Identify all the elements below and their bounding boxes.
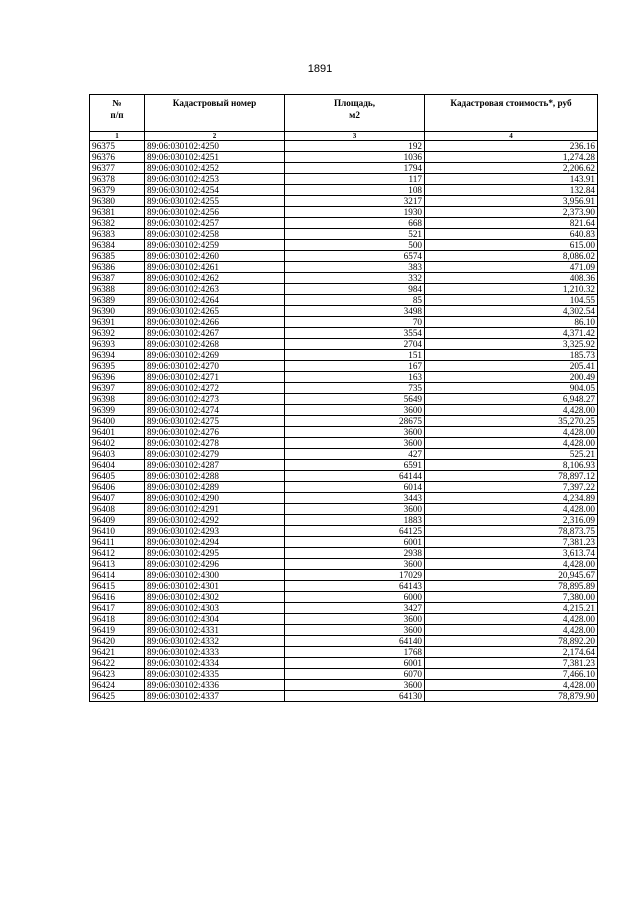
table-row bbox=[90, 405, 598, 416]
cadastral-cost: 615.00 bbox=[425, 240, 598, 251]
cadastral-number: 89:06:030102:4251 bbox=[145, 152, 285, 163]
table-row bbox=[90, 262, 598, 273]
cadastral-number: 89:06:030102:4290 bbox=[145, 493, 285, 504]
cadastral-cost: 408.36 bbox=[425, 273, 598, 284]
table-row bbox=[90, 537, 598, 548]
cadastral-cost: 200.49 bbox=[425, 372, 598, 383]
table-row bbox=[90, 284, 598, 295]
area-value: 1768 bbox=[285, 647, 425, 658]
cadastral-table bbox=[89, 94, 598, 702]
cadastral-cost: 2,206.62 bbox=[425, 163, 598, 174]
cadastral-number: 89:06:030102:4289 bbox=[145, 482, 285, 493]
area-value: 500 bbox=[285, 240, 425, 251]
cadastral-number: 89:06:030102:4264 bbox=[145, 295, 285, 306]
table-row bbox=[90, 207, 598, 218]
table-row bbox=[90, 416, 598, 427]
table-row bbox=[90, 372, 598, 383]
table-row bbox=[90, 570, 598, 581]
area-value: 3600 bbox=[285, 427, 425, 438]
table-row bbox=[90, 218, 598, 229]
cadastral-number: 89:06:030102:4275 bbox=[145, 416, 285, 427]
row-index: 96375 bbox=[90, 141, 145, 152]
area-value: 3600 bbox=[285, 504, 425, 515]
cadastral-cost: 3,613.74 bbox=[425, 548, 598, 559]
table-row bbox=[90, 592, 598, 603]
area-value: 3498 bbox=[285, 306, 425, 317]
header-cadastral-number bbox=[145, 95, 285, 132]
table-row bbox=[90, 559, 598, 570]
row-index: 96407 bbox=[90, 493, 145, 504]
cadastral-cost: 185.73 bbox=[425, 350, 598, 361]
row-index: 96413 bbox=[90, 559, 145, 570]
cadastral-cost: 205.41 bbox=[425, 361, 598, 372]
row-index: 96394 bbox=[90, 350, 145, 361]
column-number: 2 bbox=[145, 132, 285, 141]
area-value: 5649 bbox=[285, 394, 425, 405]
row-index: 96384 bbox=[90, 240, 145, 251]
area-value: 192 bbox=[285, 141, 425, 152]
cadastral-number: 89:06:030102:4273 bbox=[145, 394, 285, 405]
area-value: 6070 bbox=[285, 669, 425, 680]
page-number: 1891 bbox=[307, 63, 333, 75]
cadastral-number: 89:06:030102:4291 bbox=[145, 504, 285, 515]
cadastral-cost: 4,428.00 bbox=[425, 405, 598, 416]
cadastral-cost: 104.55 bbox=[425, 295, 598, 306]
cadastral-number: 89:06:030102:4295 bbox=[145, 548, 285, 559]
cadastral-cost: 7,381.23 bbox=[425, 658, 598, 669]
area-value: 3554 bbox=[285, 328, 425, 339]
cadastral-cost: 35,270.25 bbox=[425, 416, 598, 427]
row-index: 96396 bbox=[90, 372, 145, 383]
table-row bbox=[90, 350, 598, 361]
table-row bbox=[90, 229, 598, 240]
table-row bbox=[90, 526, 598, 537]
row-index: 96397 bbox=[90, 383, 145, 394]
cadastral-number: 89:06:030102:4271 bbox=[145, 372, 285, 383]
cadastral-number: 89:06:030102:4287 bbox=[145, 460, 285, 471]
area-value: 163 bbox=[285, 372, 425, 383]
area-value: 3600 bbox=[285, 680, 425, 691]
cadastral-number: 89:06:030102:4302 bbox=[145, 592, 285, 603]
row-index: 96402 bbox=[90, 438, 145, 449]
row-index: 96401 bbox=[90, 427, 145, 438]
row-index: 96404 bbox=[90, 460, 145, 471]
cadastral-cost: 143.91 bbox=[425, 174, 598, 185]
area-value: 6591 bbox=[285, 460, 425, 471]
area-value: 151 bbox=[285, 350, 425, 361]
header-row bbox=[90, 95, 598, 132]
table-row bbox=[90, 636, 598, 647]
table-row bbox=[90, 174, 598, 185]
cadastral-number: 89:06:030102:4263 bbox=[145, 284, 285, 295]
row-index: 96379 bbox=[90, 185, 145, 196]
cadastral-number: 89:06:030102:4296 bbox=[145, 559, 285, 570]
area-value: 668 bbox=[285, 218, 425, 229]
cadastral-number: 89:06:030102:4334 bbox=[145, 658, 285, 669]
table-row bbox=[90, 658, 598, 669]
cadastral-cost: 4,302.54 bbox=[425, 306, 598, 317]
cadastral-number: 89:06:030102:4253 bbox=[145, 174, 285, 185]
row-index: 96420 bbox=[90, 636, 145, 647]
column-number: 4 bbox=[425, 132, 598, 141]
cadastral-number: 89:06:030102:4301 bbox=[145, 581, 285, 592]
row-index: 96414 bbox=[90, 570, 145, 581]
area-value: 3600 bbox=[285, 559, 425, 570]
cadastral-number: 89:06:030102:4270 bbox=[145, 361, 285, 372]
cadastral-number: 89:06:030102:4292 bbox=[145, 515, 285, 526]
cadastral-number: 89:06:030102:4272 bbox=[145, 383, 285, 394]
header-index-label: п/п bbox=[110, 110, 124, 120]
cadastral-cost: 4,371.42 bbox=[425, 328, 598, 339]
cadastral-cost: 7,466.10 bbox=[425, 669, 598, 680]
row-index: 96418 bbox=[90, 614, 145, 625]
cadastral-number: 89:06:030102:4336 bbox=[145, 680, 285, 691]
area-value: 1930 bbox=[285, 207, 425, 218]
cadastral-number: 89:06:030102:4261 bbox=[145, 262, 285, 273]
table-row bbox=[90, 240, 598, 251]
area-value: 3443 bbox=[285, 493, 425, 504]
cadastral-number: 89:06:030102:4294 bbox=[145, 537, 285, 548]
cadastral-cost: 78,873.75 bbox=[425, 526, 598, 537]
table-row bbox=[90, 614, 598, 625]
table-row bbox=[90, 482, 598, 493]
row-index: 96412 bbox=[90, 548, 145, 559]
table-row bbox=[90, 603, 598, 614]
area-value: 64144 bbox=[285, 471, 425, 482]
cadastral-cost: 7,397.22 bbox=[425, 482, 598, 493]
table-row bbox=[90, 328, 598, 339]
row-index: 96417 bbox=[90, 603, 145, 614]
cadastral-cost: 4,215.21 bbox=[425, 603, 598, 614]
cadastral-number: 89:06:030102:4255 bbox=[145, 196, 285, 207]
cadastral-number: 89:06:030102:4269 bbox=[145, 350, 285, 361]
column-numbers-row bbox=[90, 132, 598, 141]
area-value: 64130 bbox=[285, 691, 425, 702]
row-index: 96425 bbox=[90, 691, 145, 702]
table-row bbox=[90, 691, 598, 702]
cadastral-cost: 3,325.92 bbox=[425, 339, 598, 350]
cadastral-number: 89:06:030102:4332 bbox=[145, 636, 285, 647]
row-index: 96395 bbox=[90, 361, 145, 372]
area-value: 3600 bbox=[285, 438, 425, 449]
row-index: 96411 bbox=[90, 537, 145, 548]
table-row bbox=[90, 383, 598, 394]
area-value: 6014 bbox=[285, 482, 425, 493]
header-cadastral-cost-label: Кадастровая стоимость*, руб bbox=[450, 98, 572, 108]
cadastral-number: 89:06:030102:4288 bbox=[145, 471, 285, 482]
row-index: 96377 bbox=[90, 163, 145, 174]
table-row bbox=[90, 152, 598, 163]
table-row bbox=[90, 625, 598, 636]
table-row bbox=[90, 185, 598, 196]
cadastral-cost: 4,234.89 bbox=[425, 493, 598, 504]
area-value: 1883 bbox=[285, 515, 425, 526]
area-value: 6001 bbox=[285, 658, 425, 669]
area-value: 85 bbox=[285, 295, 425, 306]
area-value: 3600 bbox=[285, 405, 425, 416]
area-value: 1794 bbox=[285, 163, 425, 174]
cadastral-number: 89:06:030102:4304 bbox=[145, 614, 285, 625]
cadastral-cost: 4,428.00 bbox=[425, 680, 598, 691]
cadastral-cost: 7,380.00 bbox=[425, 592, 598, 603]
cadastral-cost: 78,879.90 bbox=[425, 691, 598, 702]
cadastral-cost: 20,945.67 bbox=[425, 570, 598, 581]
cadastral-cost: 8,106.93 bbox=[425, 460, 598, 471]
header-index-symbol: № bbox=[112, 98, 122, 108]
area-value: 521 bbox=[285, 229, 425, 240]
area-value: 3427 bbox=[285, 603, 425, 614]
row-index: 96389 bbox=[90, 295, 145, 306]
area-value: 735 bbox=[285, 383, 425, 394]
header-cadastral-number-label: Кадастровый номер bbox=[172, 98, 257, 108]
table-row bbox=[90, 394, 598, 405]
table-row bbox=[90, 581, 598, 592]
row-index: 96399 bbox=[90, 405, 145, 416]
cadastral-number: 89:06:030102:4278 bbox=[145, 438, 285, 449]
cadastral-number: 89:06:030102:4279 bbox=[145, 449, 285, 460]
row-index: 96391 bbox=[90, 317, 145, 328]
header-area-unit: м2 bbox=[349, 110, 360, 120]
row-index: 96415 bbox=[90, 581, 145, 592]
cadastral-number: 89:06:030102:4303 bbox=[145, 603, 285, 614]
row-index: 96419 bbox=[90, 625, 145, 636]
cadastral-number: 89:06:030102:4337 bbox=[145, 691, 285, 702]
area-value: 2938 bbox=[285, 548, 425, 559]
table-row bbox=[90, 438, 598, 449]
area-value: 17029 bbox=[285, 570, 425, 581]
table-row bbox=[90, 449, 598, 460]
table-row bbox=[90, 680, 598, 691]
cadastral-number: 89:06:030102:4333 bbox=[145, 647, 285, 658]
row-index: 96400 bbox=[90, 416, 145, 427]
table-row bbox=[90, 504, 598, 515]
cadastral-cost: 640.83 bbox=[425, 229, 598, 240]
table-row bbox=[90, 515, 598, 526]
cadastral-number: 89:06:030102:4268 bbox=[145, 339, 285, 350]
cadastral-cost: 904.05 bbox=[425, 383, 598, 394]
cadastral-number: 89:06:030102:4266 bbox=[145, 317, 285, 328]
cadastral-number: 89:06:030102:4267 bbox=[145, 328, 285, 339]
area-value: 427 bbox=[285, 449, 425, 460]
area-value: 64140 bbox=[285, 636, 425, 647]
row-index: 96385 bbox=[90, 251, 145, 262]
cadastral-cost: 3,956.91 bbox=[425, 196, 598, 207]
cadastral-number: 89:06:030102:4256 bbox=[145, 207, 285, 218]
area-value: 117 bbox=[285, 174, 425, 185]
cadastral-cost: 4,428.00 bbox=[425, 559, 598, 570]
cadastral-cost: 2,373.90 bbox=[425, 207, 598, 218]
cadastral-cost: 132.84 bbox=[425, 185, 598, 196]
area-value: 28675 bbox=[285, 416, 425, 427]
cadastral-cost: 78,892.20 bbox=[425, 636, 598, 647]
cadastral-cost: 821.64 bbox=[425, 218, 598, 229]
table-row bbox=[90, 306, 598, 317]
row-index: 96383 bbox=[90, 229, 145, 240]
row-index: 96409 bbox=[90, 515, 145, 526]
cadastral-cost: 2,174.64 bbox=[425, 647, 598, 658]
table-row bbox=[90, 273, 598, 284]
row-index: 96376 bbox=[90, 152, 145, 163]
row-index: 96398 bbox=[90, 394, 145, 405]
cadastral-number: 89:06:030102:4254 bbox=[145, 185, 285, 196]
table-body bbox=[90, 141, 598, 702]
column-number: 3 bbox=[285, 132, 425, 141]
cadastral-number: 89:06:030102:4257 bbox=[145, 218, 285, 229]
cadastral-number: 89:06:030102:4260 bbox=[145, 251, 285, 262]
row-index: 96392 bbox=[90, 328, 145, 339]
cadastral-number: 89:06:030102:4274 bbox=[145, 405, 285, 416]
area-value: 6574 bbox=[285, 251, 425, 262]
row-index: 96422 bbox=[90, 658, 145, 669]
cadastral-cost: 2,316.09 bbox=[425, 515, 598, 526]
cadastral-number: 89:06:030102:4300 bbox=[145, 570, 285, 581]
cadastral-cost: 4,428.00 bbox=[425, 427, 598, 438]
cadastral-cost: 8,086.02 bbox=[425, 251, 598, 262]
row-index: 96408 bbox=[90, 504, 145, 515]
cadastral-number: 89:06:030102:4252 bbox=[145, 163, 285, 174]
header-index bbox=[90, 95, 145, 132]
area-value: 2704 bbox=[285, 339, 425, 350]
cadastral-cost: 471.09 bbox=[425, 262, 598, 273]
area-value: 6000 bbox=[285, 592, 425, 603]
table-row bbox=[90, 647, 598, 658]
row-index: 96416 bbox=[90, 592, 145, 603]
area-value: 167 bbox=[285, 361, 425, 372]
area-value: 332 bbox=[285, 273, 425, 284]
area-value: 3600 bbox=[285, 614, 425, 625]
row-index: 96387 bbox=[90, 273, 145, 284]
cadastral-number: 89:06:030102:4262 bbox=[145, 273, 285, 284]
row-index: 96388 bbox=[90, 284, 145, 295]
header-area bbox=[285, 95, 425, 132]
row-index: 96378 bbox=[90, 174, 145, 185]
row-index: 96421 bbox=[90, 647, 145, 658]
row-index: 96410 bbox=[90, 526, 145, 537]
row-index: 96405 bbox=[90, 471, 145, 482]
area-value: 383 bbox=[285, 262, 425, 273]
cadastral-cost: 1,274.28 bbox=[425, 152, 598, 163]
row-index: 96380 bbox=[90, 196, 145, 207]
area-value: 70 bbox=[285, 317, 425, 328]
cadastral-number: 89:06:030102:4276 bbox=[145, 427, 285, 438]
area-value: 984 bbox=[285, 284, 425, 295]
table-row bbox=[90, 141, 598, 152]
header-cadastral-cost bbox=[425, 95, 598, 132]
row-index: 96406 bbox=[90, 482, 145, 493]
table-row bbox=[90, 163, 598, 174]
cadastral-cost: 6,948.27 bbox=[425, 394, 598, 405]
table-row bbox=[90, 317, 598, 328]
table-row bbox=[90, 460, 598, 471]
cadastral-number: 89:06:030102:4331 bbox=[145, 625, 285, 636]
cadastral-number: 89:06:030102:4293 bbox=[145, 526, 285, 537]
cadastral-cost: 4,428.00 bbox=[425, 614, 598, 625]
table-row bbox=[90, 427, 598, 438]
cadastral-cost: 78,895.89 bbox=[425, 581, 598, 592]
row-index: 96381 bbox=[90, 207, 145, 218]
table-row bbox=[90, 548, 598, 559]
cadastral-cost: 1,210.32 bbox=[425, 284, 598, 295]
table-row bbox=[90, 339, 598, 350]
column-number: 1 bbox=[90, 132, 145, 141]
table-row bbox=[90, 251, 598, 262]
area-value: 3217 bbox=[285, 196, 425, 207]
cadastral-cost: 236.16 bbox=[425, 141, 598, 152]
area-value: 108 bbox=[285, 185, 425, 196]
row-index: 96403 bbox=[90, 449, 145, 460]
cadastral-cost: 4,428.00 bbox=[425, 438, 598, 449]
row-index: 96393 bbox=[90, 339, 145, 350]
table-row bbox=[90, 361, 598, 372]
cadastral-number: 89:06:030102:4259 bbox=[145, 240, 285, 251]
cadastral-number: 89:06:030102:4265 bbox=[145, 306, 285, 317]
row-index: 96382 bbox=[90, 218, 145, 229]
cadastral-cost: 4,428.00 bbox=[425, 625, 598, 636]
table-row bbox=[90, 295, 598, 306]
table-row bbox=[90, 471, 598, 482]
area-value: 6001 bbox=[285, 537, 425, 548]
row-index: 96390 bbox=[90, 306, 145, 317]
area-value: 64125 bbox=[285, 526, 425, 537]
header-area-label: Площадь, bbox=[333, 98, 376, 108]
row-index: 96424 bbox=[90, 680, 145, 691]
cadastral-number: 89:06:030102:4250 bbox=[145, 141, 285, 152]
table-row bbox=[90, 669, 598, 680]
area-value: 1036 bbox=[285, 152, 425, 163]
cadastral-cost: 525.21 bbox=[425, 449, 598, 460]
cadastral-cost: 78,897.12 bbox=[425, 471, 598, 482]
area-value: 3600 bbox=[285, 625, 425, 636]
row-index: 96386 bbox=[90, 262, 145, 273]
row-index: 96423 bbox=[90, 669, 145, 680]
cadastral-number: 89:06:030102:4258 bbox=[145, 229, 285, 240]
area-value: 64143 bbox=[285, 581, 425, 592]
cadastral-cost: 7,381.23 bbox=[425, 537, 598, 548]
table-row bbox=[90, 196, 598, 207]
cadastral-cost: 86.10 bbox=[425, 317, 598, 328]
table-row bbox=[90, 493, 598, 504]
cadastral-cost: 4,428.00 bbox=[425, 504, 598, 515]
cadastral-number: 89:06:030102:4335 bbox=[145, 669, 285, 680]
